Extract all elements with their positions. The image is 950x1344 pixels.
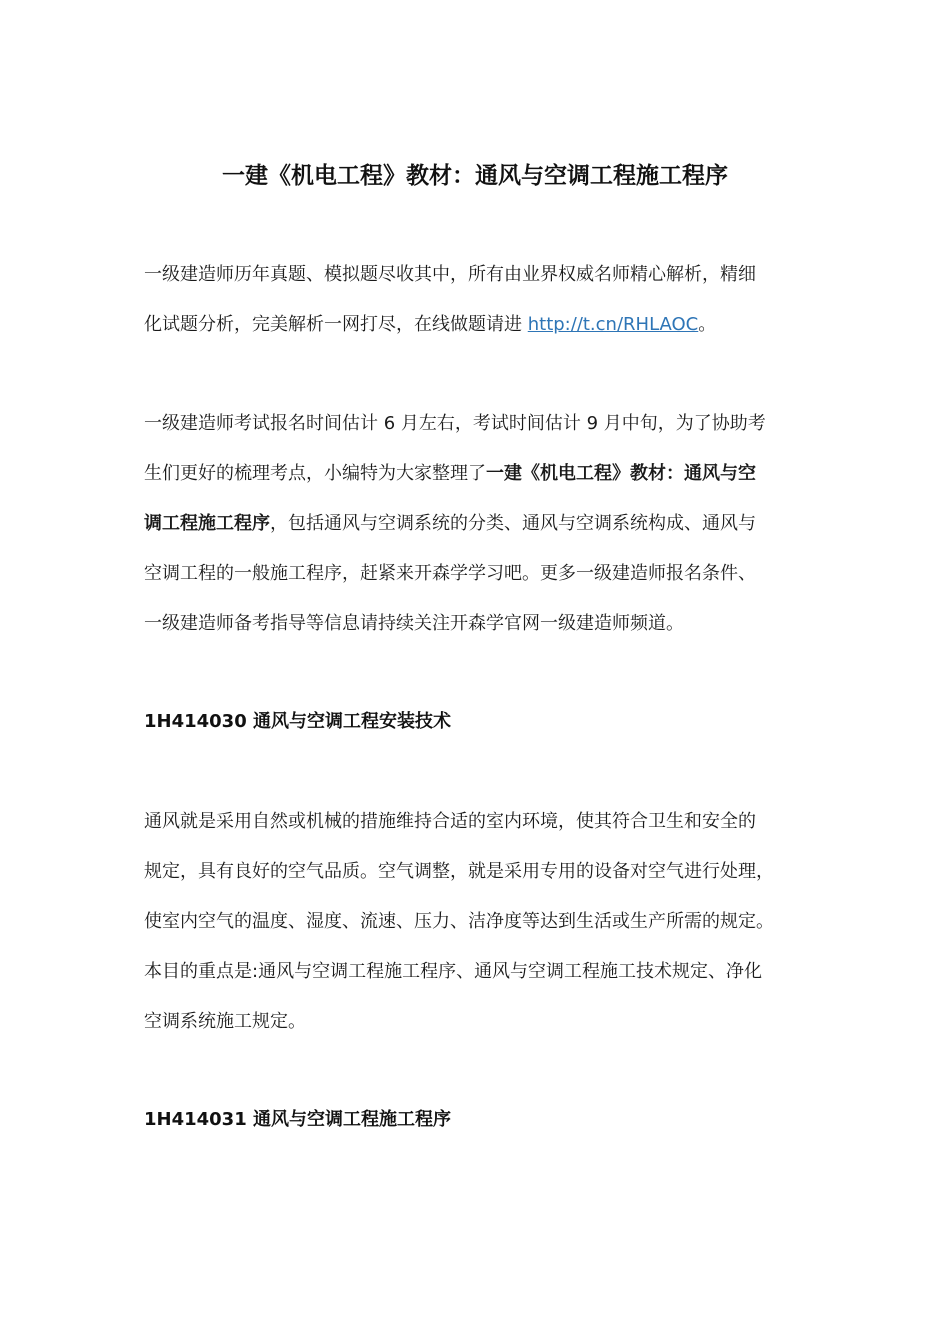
exam-info-line-4: 空调工程的一般施工程序，赶紧来开森学学习吧。更多一级建造师报名条件、 [144, 563, 756, 584]
intro-paragraph [144, 250, 806, 350]
intro-line-2 [144, 300, 806, 350]
exam-info-line-2 [144, 449, 806, 499]
section-1-line-1: 通风就是采用自然或机械的措施维持合适的室内环境，使其符合卫生和安全的 [144, 811, 756, 832]
document-title: 一建《机电工程》教材：通风与空调工程施工程序 [222, 163, 728, 189]
exam-info-line-2-text: 生们更好的梳理考点，小编特为大家整理了 [144, 463, 486, 484]
exam-info-line-5: 一级建造师备考指导等信息请持续关注开森学官网一级建造师频道。 [144, 613, 684, 634]
section-1-line-2: 规定，具有良好的空气品质。空气调整，就是采用专用的设备对空气进行处理， [144, 861, 774, 882]
intro-line-2-text: 化试题分析，完美解析一网打尽，在线做题请进 [144, 314, 528, 335]
exam-info-bold-title-end: 调工程施工程序 [144, 513, 270, 534]
section-1-line-4: 本目的重点是:通风与空调工程施工程序、通风与空调工程施工技术规定、净化 [144, 961, 763, 982]
section-1-line-3: 使室内空气的温度、湿度、流速、压力、洁净度等达到生活或生产所需的规定。 [144, 911, 774, 932]
exam-info-paragraph [144, 399, 806, 649]
exam-info-line-3 [144, 499, 806, 549]
exam-info-line-1: 一级建造师考试报名时间估计 6 月左右，考试时间估计 9 月中旬，为了协助考 [144, 413, 766, 434]
exam-info-line-3-text: ，包括通风与空调系统的分类、通风与空调系统构成、通风与 [270, 513, 756, 534]
exam-info-bold-title-start: 一建《机电工程》教材：通风与空 [486, 463, 756, 484]
intro-line-1: 一级建造师历年真题、模拟题尽收其中，所有由业界权威名师精心解析，精细 [144, 264, 756, 285]
section-1-paragraph [144, 797, 806, 1047]
intro-line-2-end: 。 [698, 314, 717, 335]
section-heading-1h414030: 1H414030 通风与空调工程安装技术 [144, 711, 452, 732]
section-1-line-5: 空调系统施工规定。 [144, 1011, 306, 1032]
section-heading-1h414031: 1H414031 通风与空调工程施工程序 [144, 1109, 452, 1130]
practice-link[interactable]: http://t.cn/RHLAOC [527, 314, 699, 335]
